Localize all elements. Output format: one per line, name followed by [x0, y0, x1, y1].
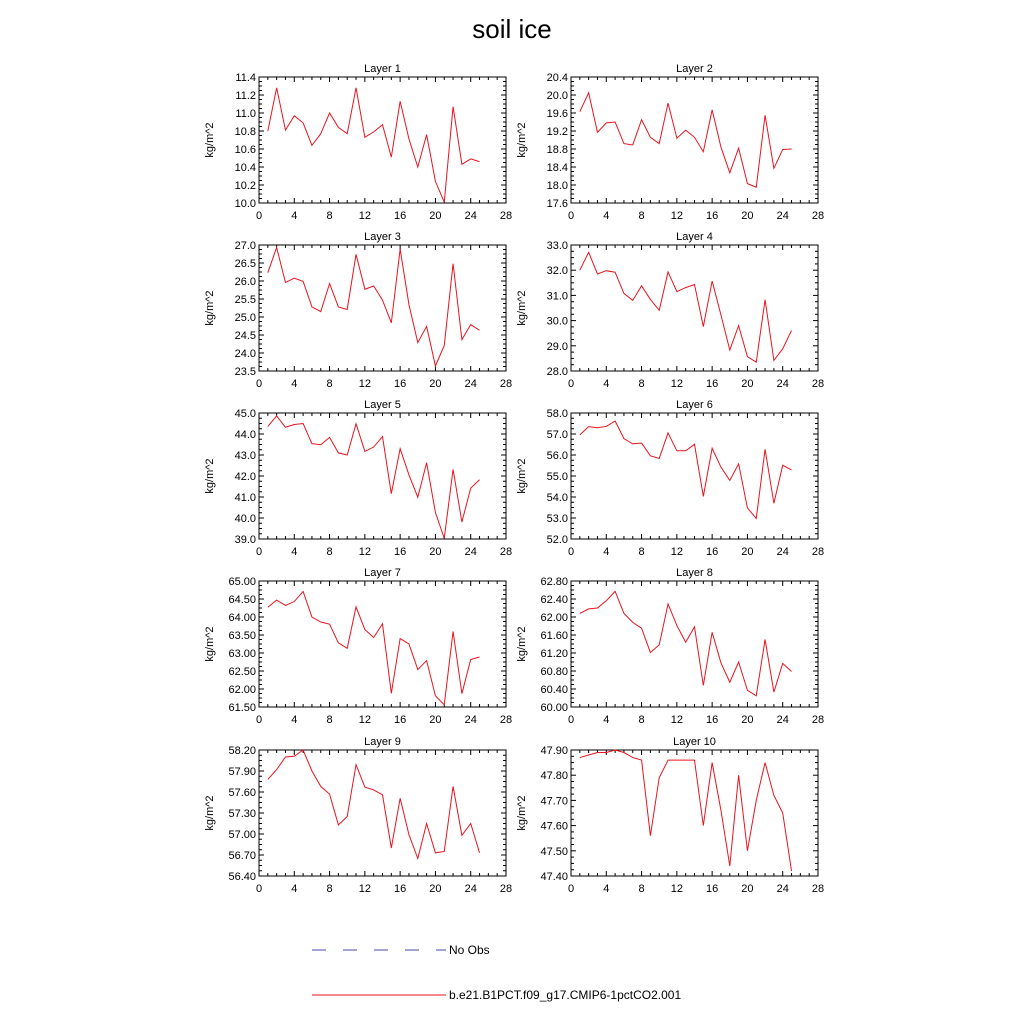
y-tick-label: 11.4: [235, 72, 256, 84]
x-tick-label: 28: [499, 883, 513, 895]
x-tick-label: 16: [706, 378, 719, 390]
x-tick-label: 24: [464, 210, 477, 222]
x-tick-label: 4: [291, 210, 298, 222]
y-tick-label: 24.5: [234, 330, 256, 342]
y-tick-label: 25.0: [234, 312, 256, 324]
panel-title: Layer 1: [364, 63, 401, 75]
y-tick-label: 60.80: [540, 666, 568, 678]
x-tick-label: 0: [567, 378, 575, 390]
y-tick-label: 18.4: [546, 162, 568, 174]
x-tick-label: 4: [291, 378, 298, 390]
y-tick-label: 30.0: [546, 315, 568, 328]
x-tick-label: 24: [464, 378, 477, 390]
x-tick-label: 20: [429, 378, 442, 390]
y-tick-label: 57.0: [546, 429, 568, 441]
y-axis-label: kg/m^2: [204, 290, 216, 326]
series-line: [268, 416, 480, 538]
y-tick-label: 57.30: [228, 808, 256, 820]
x-tick-label: 4: [603, 883, 610, 895]
y-tick-label: 62.00: [228, 684, 256, 696]
y-tick-label: 63.00: [228, 648, 256, 660]
y-tick-label: 11.0: [235, 108, 256, 120]
y-axis-label: kg/m^2: [204, 626, 216, 662]
x-tick-label: 28: [811, 210, 825, 222]
x-tick-label: 20: [741, 546, 754, 558]
y-tick-label: 18.8: [546, 144, 568, 156]
y-tick-label: 47.70: [540, 795, 568, 808]
y-tick-label: 53.0: [546, 513, 568, 525]
x-tick-label: 8: [638, 546, 645, 558]
x-tick-label: 0: [567, 546, 575, 558]
x-tick-label: 12: [358, 714, 371, 726]
x-tick-label: 12: [358, 883, 371, 895]
x-tick-label: 8: [326, 714, 333, 726]
series-line: [268, 750, 480, 859]
x-tick-label: 16: [394, 378, 407, 390]
x-tick-label: 8: [638, 378, 645, 390]
x-tick-label: 12: [358, 210, 371, 222]
y-tick-label: 33.0: [546, 240, 568, 252]
y-tick-label: 31.0: [546, 290, 568, 303]
x-tick-label: 20: [429, 210, 442, 222]
y-tick-label: 19.2: [546, 126, 568, 138]
plot-frame: [571, 245, 818, 371]
x-tick-label: 16: [394, 210, 407, 222]
panel-layer-3: [204, 231, 512, 390]
panel-title: Layer 2: [676, 63, 713, 75]
x-tick-label: 20: [741, 378, 754, 390]
x-tick-label: 8: [326, 210, 333, 222]
series-line: [580, 750, 792, 871]
y-tick-label: 10.8: [234, 126, 256, 138]
x-tick-label: 28: [499, 378, 513, 390]
y-tick-label: 41.0: [234, 492, 256, 504]
series-line: [580, 252, 792, 362]
y-tick-label: 58.0: [546, 408, 568, 420]
y-tick-label: 26.0: [234, 276, 256, 288]
panel-title: Layer 6: [676, 399, 713, 411]
plot-frame: [571, 750, 818, 876]
panel-layer-8: [516, 567, 824, 726]
x-tick-label: 0: [567, 883, 575, 895]
x-tick-label: 28: [811, 546, 825, 558]
x-tick-label: 8: [326, 546, 333, 558]
y-tick-label: 57.90: [228, 766, 256, 778]
y-tick-label: 44.0: [234, 429, 256, 441]
y-tick-label: 47.50: [540, 845, 568, 858]
y-tick-label: 10.6: [234, 144, 256, 156]
y-tick-label: 10.4: [234, 162, 256, 174]
y-tick-label: 57.60: [228, 787, 256, 799]
y-tick-label: 47.60: [540, 820, 568, 833]
y-tick-label: 62.40: [540, 594, 568, 606]
x-tick-label: 12: [670, 546, 683, 558]
y-tick-label: 24.0: [234, 348, 256, 360]
y-tick-label: 54.0: [546, 492, 568, 504]
x-tick-label: 24: [464, 714, 477, 726]
x-tick-label: 12: [670, 210, 683, 222]
series-line: [580, 93, 792, 188]
y-tick-label: 23.5: [234, 366, 256, 378]
plot-frame: [571, 581, 818, 707]
y-tick-label: 10.2: [234, 180, 256, 192]
y-tick-label: 47.80: [540, 770, 568, 783]
x-tick-label: 28: [499, 546, 513, 558]
panel-title: Layer 3: [364, 231, 401, 243]
y-axis-label: kg/m^2: [516, 795, 528, 831]
y-tick-label: 60.40: [540, 684, 568, 696]
legend-label-no-obs: No Obs: [449, 943, 490, 957]
x-tick-label: 4: [291, 883, 298, 895]
y-tick-label: 10.0: [234, 198, 256, 210]
plot-frame: [259, 77, 506, 203]
x-tick-label: 8: [638, 883, 645, 895]
x-tick-label: 16: [706, 714, 719, 726]
x-tick-label: 12: [670, 714, 683, 726]
legend: [312, 943, 681, 1002]
y-axis-label: kg/m^2: [204, 458, 216, 494]
x-tick-label: 28: [811, 714, 825, 726]
figure-title: soil ice: [472, 14, 552, 44]
panel-layer-6: [516, 399, 824, 558]
x-tick-label: 4: [603, 714, 610, 726]
panel-layer-9: [204, 736, 512, 895]
y-tick-label: 58.20: [228, 745, 256, 757]
y-tick-label: 56.40: [228, 871, 256, 883]
x-tick-label: 12: [670, 883, 683, 895]
x-tick-label: 24: [776, 883, 789, 895]
x-tick-label: 28: [811, 883, 825, 895]
y-tick-label: 64.50: [228, 594, 256, 606]
x-tick-label: 16: [706, 546, 719, 558]
x-tick-label: 8: [326, 883, 333, 895]
panel-title: Layer 5: [364, 399, 401, 411]
y-axis-label: kg/m^2: [516, 626, 528, 662]
panel-title: Layer 8: [676, 567, 713, 579]
x-tick-label: 20: [429, 546, 442, 558]
panel-layer-10: [516, 736, 824, 895]
y-axis-label: kg/m^2: [516, 122, 528, 158]
y-tick-label: 56.0: [546, 450, 568, 462]
panel-layer-4: [516, 231, 824, 390]
plot-frame: [259, 413, 506, 539]
y-tick-label: 19.6: [546, 108, 568, 120]
x-tick-label: 24: [464, 883, 477, 895]
y-tick-label: 61.20: [540, 648, 568, 660]
plot-frame: [571, 413, 818, 539]
y-tick-label: 26.5: [234, 258, 256, 270]
x-tick-label: 16: [706, 883, 719, 895]
y-tick-label: 55.0: [546, 471, 568, 483]
y-tick-label: 63.50: [228, 630, 256, 642]
plot-frame: [259, 750, 506, 876]
panel-layer-2: [516, 63, 824, 222]
y-tick-label: 20.4: [546, 72, 568, 84]
x-tick-label: 20: [429, 714, 442, 726]
x-tick-label: 24: [464, 546, 477, 558]
y-axis-label: kg/m^2: [204, 122, 216, 158]
series-line: [268, 88, 480, 202]
y-tick-label: 25.5: [234, 294, 256, 306]
x-tick-label: 28: [499, 210, 513, 222]
y-tick-label: 18.0: [546, 180, 568, 192]
series-line: [580, 591, 792, 695]
y-tick-label: 52.0: [546, 534, 568, 546]
y-tick-label: 60.00: [540, 702, 568, 714]
x-tick-label: 8: [638, 210, 645, 222]
panel-title: Layer 9: [364, 736, 401, 748]
y-tick-label: 40.0: [234, 513, 256, 525]
y-tick-label: 43.0: [234, 450, 256, 462]
series-line: [580, 421, 792, 518]
y-tick-label: 39.0: [234, 534, 256, 546]
y-tick-label: 65.00: [228, 576, 256, 588]
x-tick-label: 0: [255, 714, 263, 726]
x-tick-label: 0: [567, 210, 575, 222]
y-axis-label: kg/m^2: [516, 458, 528, 494]
x-tick-label: 20: [741, 883, 754, 895]
legend-label-model: b.e21.B1PCT.f09_g17.CMIP6-1pctCO2.001: [449, 988, 682, 1002]
panel-title: Layer 7: [364, 567, 401, 579]
y-tick-label: 61.60: [540, 630, 568, 642]
x-tick-label: 4: [291, 714, 298, 726]
x-tick-label: 28: [811, 378, 825, 390]
panel-title: Layer 10: [673, 736, 716, 748]
x-tick-label: 0: [255, 210, 263, 222]
plot-frame: [571, 77, 818, 203]
x-tick-label: 16: [394, 883, 407, 895]
plot-frame: [259, 245, 506, 371]
x-tick-label: 20: [429, 883, 442, 895]
y-axis-label: kg/m^2: [516, 290, 528, 326]
x-tick-label: 0: [255, 378, 263, 390]
x-tick-label: 16: [394, 546, 407, 558]
y-tick-label: 20.0: [546, 90, 568, 102]
x-tick-label: 8: [326, 378, 333, 390]
x-tick-label: 4: [603, 378, 610, 390]
x-tick-label: 4: [603, 210, 610, 222]
series-line: [268, 591, 480, 704]
x-tick-label: 20: [741, 210, 754, 222]
y-tick-label: 17.6: [546, 198, 568, 210]
x-tick-label: 12: [358, 546, 371, 558]
x-tick-label: 0: [255, 883, 263, 895]
y-tick-label: 57.00: [228, 829, 256, 841]
y-tick-label: 11.2: [235, 90, 256, 102]
x-tick-label: 4: [291, 546, 298, 558]
y-tick-label: 29.0: [546, 340, 568, 353]
x-tick-label: 0: [255, 546, 263, 558]
panel-title: Layer 4: [676, 231, 713, 243]
panel-layer-5: [204, 399, 512, 558]
x-tick-label: 16: [706, 210, 719, 222]
x-tick-label: 16: [394, 714, 407, 726]
y-tick-label: 45.0: [234, 408, 256, 420]
y-tick-label: 32.0: [546, 265, 568, 278]
y-tick-label: 47.40: [540, 871, 568, 883]
y-tick-label: 62.00: [540, 612, 568, 624]
x-tick-label: 24: [776, 378, 789, 390]
y-tick-label: 42.0: [234, 471, 256, 483]
x-tick-label: 28: [499, 714, 513, 726]
panel-layer-1: [204, 63, 512, 222]
x-tick-label: 24: [776, 546, 789, 558]
x-tick-label: 0: [567, 714, 575, 726]
x-tick-label: 24: [776, 210, 789, 222]
x-tick-label: 4: [603, 546, 610, 558]
y-tick-label: 28.0: [546, 366, 568, 378]
panel-layer-7: [204, 567, 512, 726]
y-tick-label: 47.90: [540, 745, 568, 757]
x-tick-label: 8: [638, 714, 645, 726]
x-tick-label: 24: [776, 714, 789, 726]
series-line: [268, 248, 480, 366]
x-tick-label: 20: [741, 714, 754, 726]
x-tick-label: 12: [358, 378, 371, 390]
y-tick-label: 62.80: [540, 576, 568, 588]
y-tick-label: 56.70: [228, 850, 256, 862]
y-tick-label: 61.50: [228, 702, 256, 714]
y-tick-label: 62.50: [228, 666, 256, 678]
y-tick-label: 27.0: [234, 240, 256, 252]
y-tick-label: 64.00: [228, 612, 256, 624]
y-axis-label: kg/m^2: [204, 795, 216, 831]
x-tick-label: 12: [670, 378, 683, 390]
